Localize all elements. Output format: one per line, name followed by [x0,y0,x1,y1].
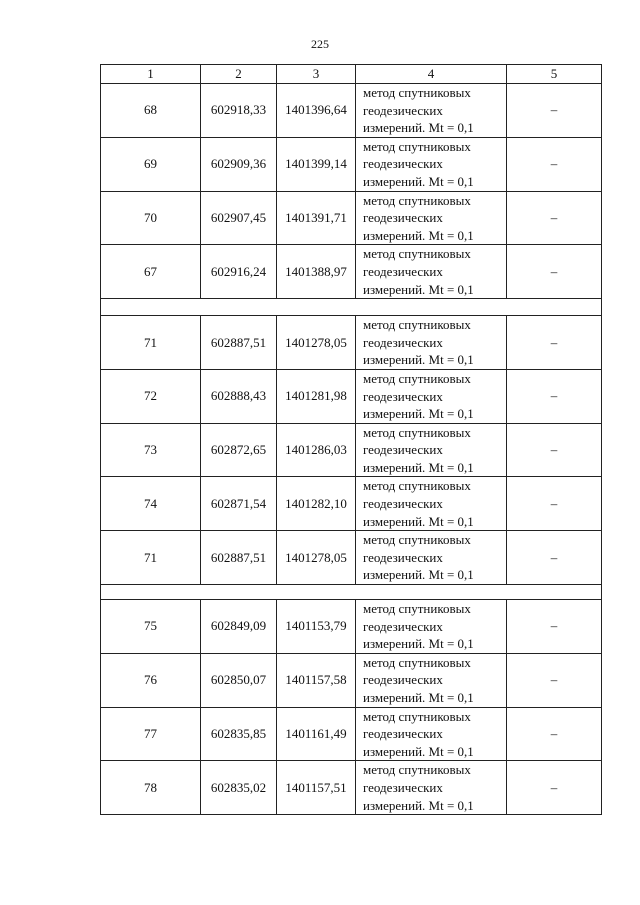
method-cell [356,477,507,531]
method-text-line: геодезических [363,156,443,172]
point-number-cell: 76 [101,653,201,707]
y-coordinate-cell: 1401391,71 [277,191,356,245]
y-coordinate-cell: 1401153,79 [277,600,356,654]
method-cell [356,84,507,138]
table-row [101,245,602,299]
method-text-line: геодезических [363,334,443,350]
note-cell: – [507,477,602,531]
note-cell: – [507,369,602,423]
method-text-line: метод спутниковых [363,654,471,670]
method-text-line: метод спутниковых [363,424,471,440]
note-cell: – [507,316,602,370]
table-row [101,84,602,138]
method-text-line: измерений. Mt = 0,1 [363,227,474,243]
table-body [101,84,602,815]
point-number-cell: 78 [101,761,201,815]
x-coordinate-cell: 602872,65 [201,423,277,477]
group-separator-cell [101,585,602,600]
x-coordinate-cell: 602871,54 [201,477,277,531]
method-cell [356,423,507,477]
x-coordinate-cell: 602916,24 [201,245,277,299]
method-text-line: измерений. Mt = 0,1 [363,281,474,297]
coordinates-table [100,64,602,815]
y-coordinate-cell: 1401157,51 [277,761,356,815]
method-cell [356,316,507,370]
x-coordinate-cell: 602850,07 [201,653,277,707]
y-coordinate-cell: 1401161,49 [277,707,356,761]
y-coordinate-cell: 1401282,10 [277,477,356,531]
page-number: 225 [311,37,329,51]
method-text-line: геодезических [363,726,443,742]
x-coordinate-cell: 602835,85 [201,707,277,761]
point-number-cell: 77 [101,707,201,761]
method-text-line: метод спутниковых [363,601,471,617]
column-header-1: 1 [101,65,201,84]
table-row [101,369,602,423]
method-text-line: геодезических [363,102,443,118]
point-number-cell: 69 [101,137,201,191]
method-text-line: измерений. Mt = 0,1 [363,459,474,475]
point-number-cell: 68 [101,84,201,138]
point-number-cell: 73 [101,423,201,477]
method-text-line: измерений. Mt = 0,1 [363,743,474,759]
table-row [101,531,602,585]
method-text-line: измерений. Mt = 0,1 [363,636,474,652]
method-text-line: геодезических [363,210,443,226]
method-text-line: геодезических [363,618,443,634]
method-text-line: метод спутниковых [363,532,471,548]
note-cell: – [507,653,602,707]
table-row [101,316,602,370]
table-row [101,653,602,707]
method-text-line: метод спутниковых [363,478,471,494]
y-coordinate-cell: 1401286,03 [277,423,356,477]
group-separator-row [101,299,602,316]
method-text-line: метод спутниковых [363,708,471,724]
note-cell: – [507,245,602,299]
group-separator-cell [101,299,602,316]
method-text-line: измерений. Mt = 0,1 [363,406,474,422]
table-row [101,423,602,477]
y-coordinate-cell: 1401388,97 [277,245,356,299]
table-row [101,600,602,654]
method-cell [356,653,507,707]
point-number-cell: 67 [101,245,201,299]
table-header-row [101,65,602,84]
y-coordinate-cell: 1401399,14 [277,137,356,191]
x-coordinate-cell: 602907,45 [201,191,277,245]
y-coordinate-cell: 1401396,64 [277,84,356,138]
note-cell: – [507,531,602,585]
point-number-cell: 70 [101,191,201,245]
x-coordinate-cell: 602887,51 [201,531,277,585]
method-cell [356,761,507,815]
table-row [101,137,602,191]
x-coordinate-cell: 602849,09 [201,600,277,654]
x-coordinate-cell: 602887,51 [201,316,277,370]
method-cell [356,369,507,423]
method-text-line: геодезических [363,549,443,565]
point-number-cell: 71 [101,316,201,370]
y-coordinate-cell: 1401157,58 [277,653,356,707]
method-text-line: измерений. Mt = 0,1 [363,513,474,529]
table-row [101,477,602,531]
method-text-line: измерений. Mt = 0,1 [363,120,474,136]
method-text-line: метод спутниковых [363,246,471,262]
method-cell [356,245,507,299]
note-cell: – [507,600,602,654]
table-row [101,761,602,815]
column-header-2: 2 [201,65,277,84]
method-text-line: измерений. Mt = 0,1 [363,352,474,368]
method-text-line: геодезических [363,388,443,404]
group-separator-row [101,585,602,600]
method-cell [356,191,507,245]
method-text-line: метод спутниковых [363,762,471,778]
method-cell [356,531,507,585]
method-cell [356,707,507,761]
method-text-line: метод спутниковых [363,192,471,208]
x-coordinate-cell: 602909,36 [201,137,277,191]
point-number-cell: 71 [101,531,201,585]
method-text-line: метод спутниковых [363,370,471,386]
method-text-line: геодезических [363,263,443,279]
method-text-line: измерений. Mt = 0,1 [363,797,474,813]
point-number-cell: 72 [101,369,201,423]
y-coordinate-cell: 1401278,05 [277,531,356,585]
method-text-line: геодезических [363,779,443,795]
point-number-cell: 74 [101,477,201,531]
x-coordinate-cell: 602918,33 [201,84,277,138]
method-text-line: измерений. Mt = 0,1 [363,173,474,189]
method-cell [356,600,507,654]
table-row [101,191,602,245]
method-text-line: геодезических [363,496,443,512]
table-row [101,707,602,761]
x-coordinate-cell: 602888,43 [201,369,277,423]
method-cell [356,137,507,191]
method-text-line: метод спутниковых [363,138,471,154]
method-text-line: измерений. Mt = 0,1 [363,690,474,705]
note-cell: – [507,84,602,138]
note-cell: – [507,137,602,191]
method-text-line: метод спутниковых [363,85,471,100]
method-text-line: геодезических [363,442,443,458]
note-cell: – [507,761,602,815]
y-coordinate-cell: 1401281,98 [277,369,356,423]
note-cell: – [507,423,602,477]
note-cell: – [507,191,602,245]
column-header-4: 4 [356,65,507,84]
column-header-3: 3 [277,65,356,84]
x-coordinate-cell: 602835,02 [201,761,277,815]
point-number-cell: 75 [101,600,201,654]
method-text-line: измерений. Mt = 0,1 [363,567,474,583]
y-coordinate-cell: 1401278,05 [277,316,356,370]
method-text-line: геодезических [363,672,443,688]
note-cell: – [507,707,602,761]
column-header-5: 5 [507,65,602,84]
method-text-line: метод спутниковых [363,317,471,333]
